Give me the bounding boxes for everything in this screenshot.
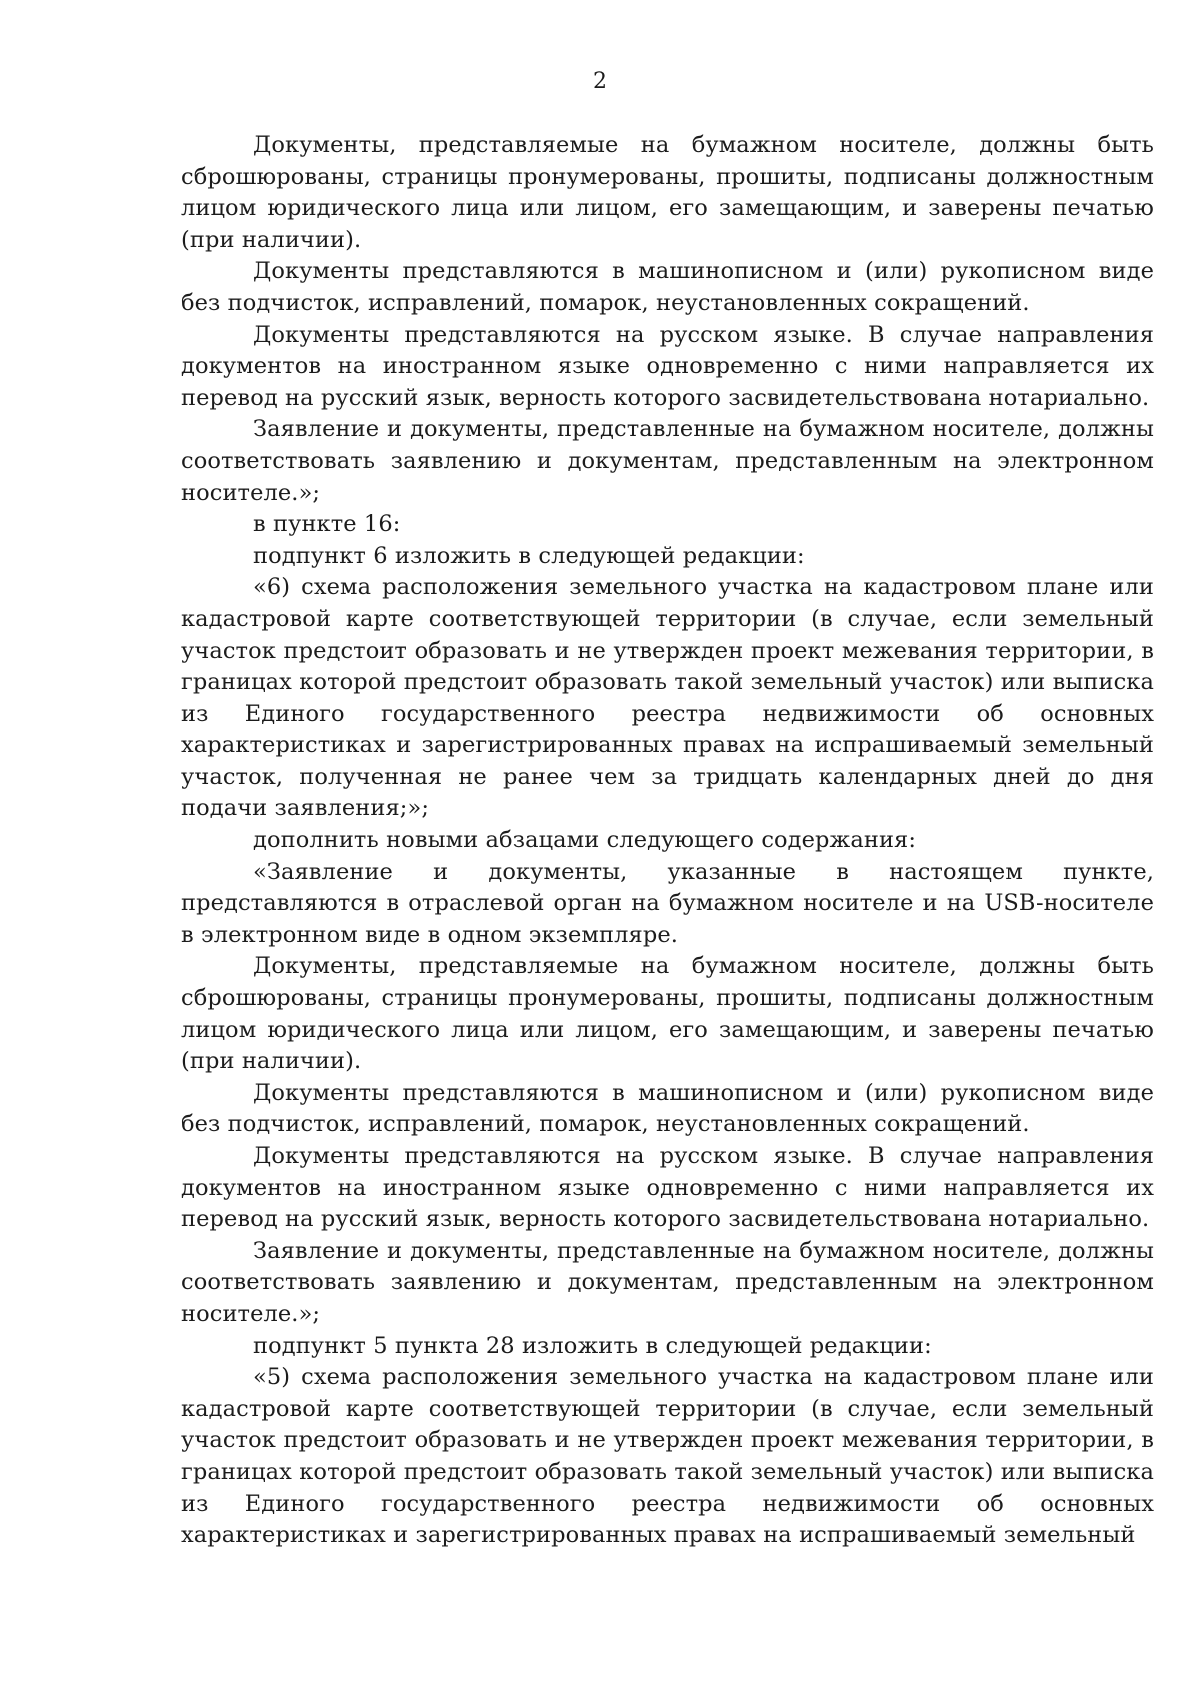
paragraph-subpoint-5-intro: подпункт 5 пункта 28 изложить в следующей редакции:	[253, 1332, 932, 1359]
document-body	[181, 130, 1154, 1552]
paragraph-subpoint-6-intro: подпункт 6 изложить в следующей редакции:	[253, 542, 805, 569]
page-number: 2	[593, 69, 607, 94]
paragraph-documents-paper-format-2: Документы, представляемые на бумажном носителе, должны быть сброшюрованы, страницы пронумерованы, прошиты, подписаны должностным лицом юридического лица или лицом, его замещающим, и заверены печатью (при наличии).	[181, 953, 1154, 1075]
paragraph-documents-russian-language-2: Документы представляются на русском языке. В случае направления документов на иностранном языке одновременно с ними направляется их перевод на русский язык, верность которого засвидетельствована нотариально.	[181, 1143, 1154, 1233]
paragraph-documents-russian-language: Документы представляются на русском языке. В случае направления документов на иностранном языке одновременно с ними направляется их перевод на русский язык, верность которого засвидетельствована нотариально.	[181, 321, 1154, 411]
paragraph-documents-electronic-match-2: Заявление и документы, представленные на бумажном носителе, должны соответствовать заявлению и документам, представленным на электронном носителе.»;	[181, 1237, 1154, 1327]
paragraph-new-paragraphs-intro: дополнить новыми абзацами следующего содержания:	[253, 827, 917, 854]
paragraph-subpoint-5-text: «5) схема расположения земельного участка на кадастровом плане или кадастровой карте соответствующей территории (в случае, если земельный участок предстоит образовать и не утвержден проект межевания территории, в границах которой предстоит образовать такой земельный участок) или выписка из Единого государственного реестра недвижимости об основных характеристиках и зарегистрированных правах на испрашиваемый земельный	[181, 1364, 1154, 1549]
paragraph-documents-typed-handwritten-2: Документы представляются в машинописном и (или) рукописном виде без подчисток, исправлений, помарок, неустановленных сокращений.	[181, 1079, 1154, 1138]
paragraph-documents-paper-format: Документы, представляемые на бумажном носителе, должны быть сброшюрованы, страницы пронумерованы, прошиты, подписаны должностным лицом юридического лица или лицом, его замещающим, и заверены печатью (при наличии).	[181, 132, 1154, 253]
paragraph-documents-electronic-match: Заявление и документы, представленные на бумажном носителе, должны соответствовать заявлению и документам, представленным на электронном носителе.»;	[181, 416, 1154, 506]
paragraph-point-16: в пункте 16:	[253, 511, 401, 538]
paragraph-application-usb: «Заявление и документы, указанные в настоящем пункте, представляются в отраслевой орган на бумажном носителе и на USB-носителе в электронном виде в одном экземпляре.	[181, 858, 1154, 948]
paragraph-subpoint-6-text: «6) схема расположения земельного участка на кадастровом плане или кадастровой карте соответствующей территории (в случае, если земельный участок предстоит образовать и не утвержден проект межевания территории, в границах которой предстоит образовать такой земельный участок) или выписка из Единого государственного реестра недвижимости об основных характеристиках и зарегистрированных правах на испрашиваемый земельный участок, полученная не ранее чем за тридцать календарных дней до дня подачи заявления;»;	[181, 574, 1154, 822]
paragraph-documents-typed-handwritten: Документы представляются в машинописном и (или) рукописном виде без подчисток, исправлений, помарок, неустановленных сокращений.	[181, 258, 1154, 316]
